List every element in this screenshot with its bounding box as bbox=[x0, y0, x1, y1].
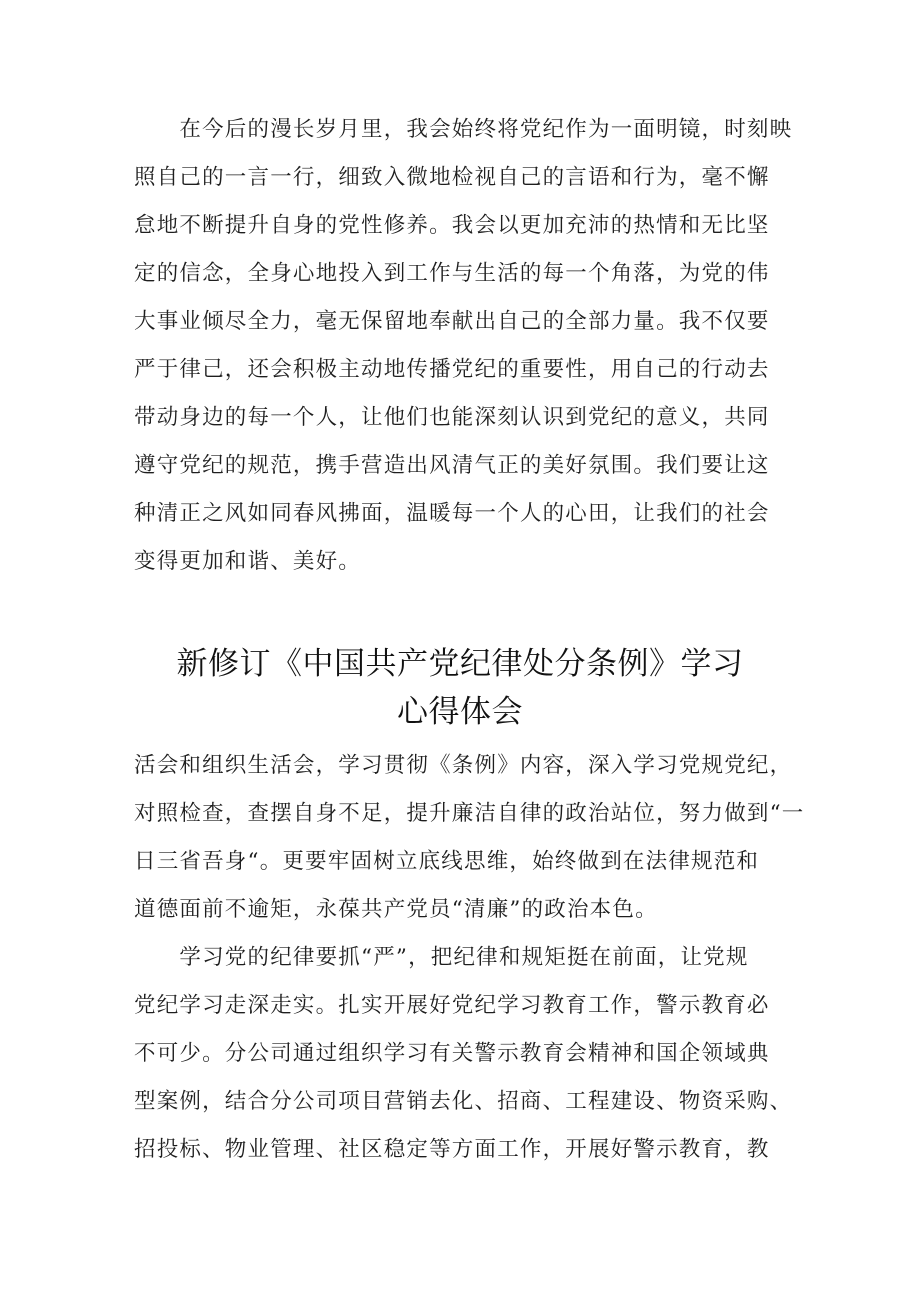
title-line-1: 新修订《中国共产党纪律处分条例》学习 bbox=[176, 646, 744, 682]
text-line: 大事业倾尽全力，毫无保留地奉献出自己的全部力量。我不仅要 bbox=[134, 309, 770, 334]
text-line: 招投标、物业管理、社区稳定等方面工作，开展好警示教育，教 bbox=[134, 1137, 770, 1162]
text-line: 定的信念，全身心地投入到工作与生活的每一个角落，为党的伟 bbox=[134, 261, 770, 286]
paragraph-commitment bbox=[134, 106, 794, 586]
title-line-2: 心得体会 bbox=[397, 694, 523, 730]
text-line: 变得更加和谐、美好。 bbox=[134, 549, 362, 574]
text-line: 怠地不断提升自身的党性修养。我会以更加充沛的热情和无比坚 bbox=[134, 213, 770, 238]
text-line: 种清正之风如同春风拂面，温暖每一个人的心田，让我们的社会 bbox=[134, 501, 770, 526]
text-line: 对照检查，查摆自身不足，提升廉洁自律的政治站位，努力做到“一 bbox=[134, 801, 805, 826]
document-title bbox=[0, 640, 920, 736]
paragraph-self-reflection bbox=[134, 742, 805, 934]
text-line: 照自己的一言一行，细致入微地检视自己的言语和行为，毫不懈 bbox=[134, 165, 770, 190]
text-line: 型案例，结合分公司项目营销去化、招商、工程建设、物资采购、 bbox=[134, 1089, 793, 1114]
text-line: 活会和组织生活会，学习贯彻《条例》内容，深入学习党规党纪， bbox=[134, 753, 793, 778]
text-line: 学习党的纪律要抓“严”，把纪律和规矩挺在前面，让党规 bbox=[134, 945, 749, 970]
text-line: 严于律己，还会积极主动地传播党纪的重要性，用自己的行动去 bbox=[134, 357, 770, 382]
paragraph-discipline-education bbox=[134, 934, 794, 1174]
text-line: 不可少。分公司通过组织学习有关警示教育会精神和国企领域典 bbox=[134, 1041, 770, 1066]
text-line: 党纪学习走深走实。扎实开展好党纪学习教育工作，警示教育必 bbox=[134, 993, 770, 1018]
text-line: 遵守党纪的规范，携手营造出风清气正的美好氛围。我们要让这 bbox=[134, 453, 770, 478]
text-line: 日三省吾身“。更要牢固树立底线思维，始终做到在法律规范和 bbox=[134, 849, 760, 874]
text-line: 带动身边的每一个人，让他们也能深刻认识到党纪的意义，共同 bbox=[134, 405, 770, 430]
text-line: 在今后的漫长岁月里，我会始终将党纪作为一面明镜，时刻映 bbox=[134, 117, 793, 142]
text-line: 道德面前不逾矩，永葆共产党员“清廉”的政治本色。 bbox=[134, 897, 658, 922]
